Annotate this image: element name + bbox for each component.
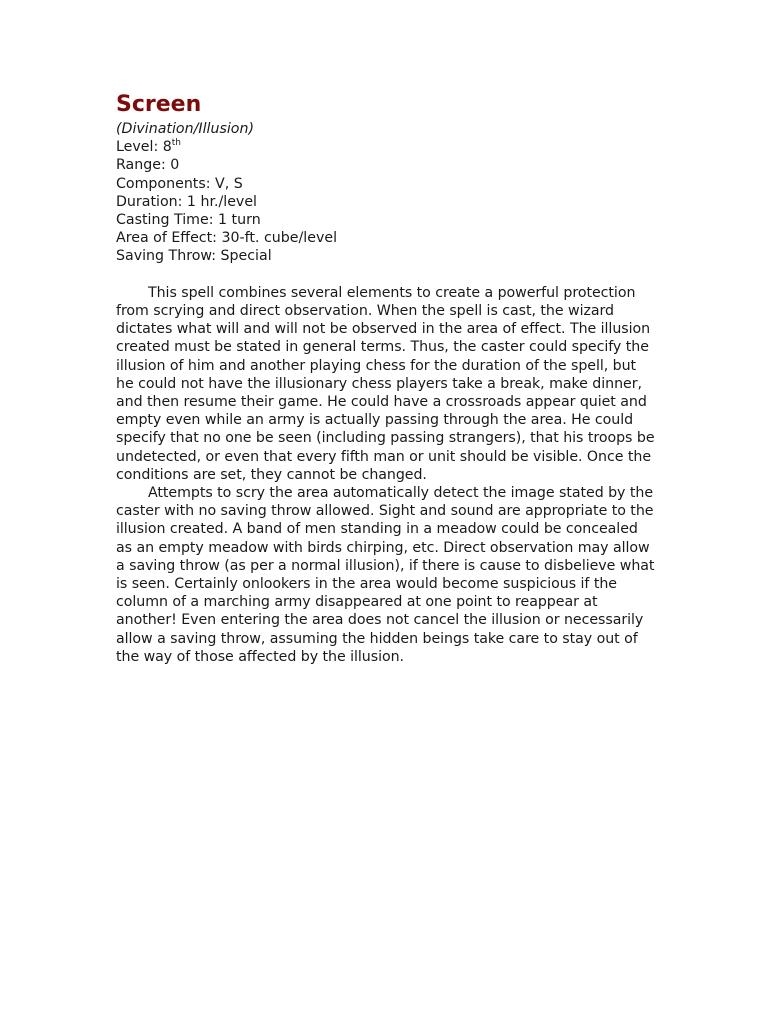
body-paragraph-1: This spell combines several elements to create a powerful protection from scrying and direct observation. When the spell is cast, the wizard dictates what will and will not be observed in the area of effect. The illusion created must be stated in general terms. Thus, the caster could specify the illusion of him and another playing chess for the duration of the spell, but he could not have the illusionary chess players take a break, make dinner, and then resume their game. He could have a crossroads appear quiet and empty even while an army is actually passing through the area. He could specify that no one be seen (including passing strangers), that his troops be undetected, or even that every fifth man or unit should be visible. Once the conditions are set, they cannot be changed. xyxy=(116,284,655,483)
spell-area-of-effect: Area of Effect: 30-ft. cube/level xyxy=(116,230,338,247)
spell-level-text: Level: 8 xyxy=(116,139,172,156)
spell-components: Components: V, S xyxy=(116,175,243,192)
spell-casting-time: Casting Time: 1 turn xyxy=(116,212,261,229)
document-page xyxy=(116,90,656,666)
body-paragraph-2: Attempts to scry the area automatically detect the image stated by the caster with no saving throw allowed. Sight and sound are appropriate to the illusion created. A band of men standing in a meadow could be concealed as an empty meadow with birds chirping, etc. Direct observation may allow a saving throw (as per a normal illusion), if there is cause to disbelieve what is seen. Certainly onlookers in the area would become suspicious if the column of a marching army disappeared at one point to reappear at another! Even entering the area does not cancel the illusion or necessarily allow a saving throw, assuming the hidden beings take care to stay out of the way of those affected by the illusion. xyxy=(116,485,655,665)
spell-school: (Divination/Illusion) xyxy=(116,121,254,137)
spell-level-suffix: th xyxy=(171,138,182,149)
spell-stat-block xyxy=(116,120,656,266)
spell-level xyxy=(116,138,656,156)
spell-title: Screen xyxy=(116,92,202,117)
spell-saving-throw: Saving Throw: Special xyxy=(116,248,272,265)
spell-range: Range: 0 xyxy=(116,157,180,174)
blank-line xyxy=(116,266,656,284)
spell-duration: Duration: 1 hr./level xyxy=(116,193,257,210)
